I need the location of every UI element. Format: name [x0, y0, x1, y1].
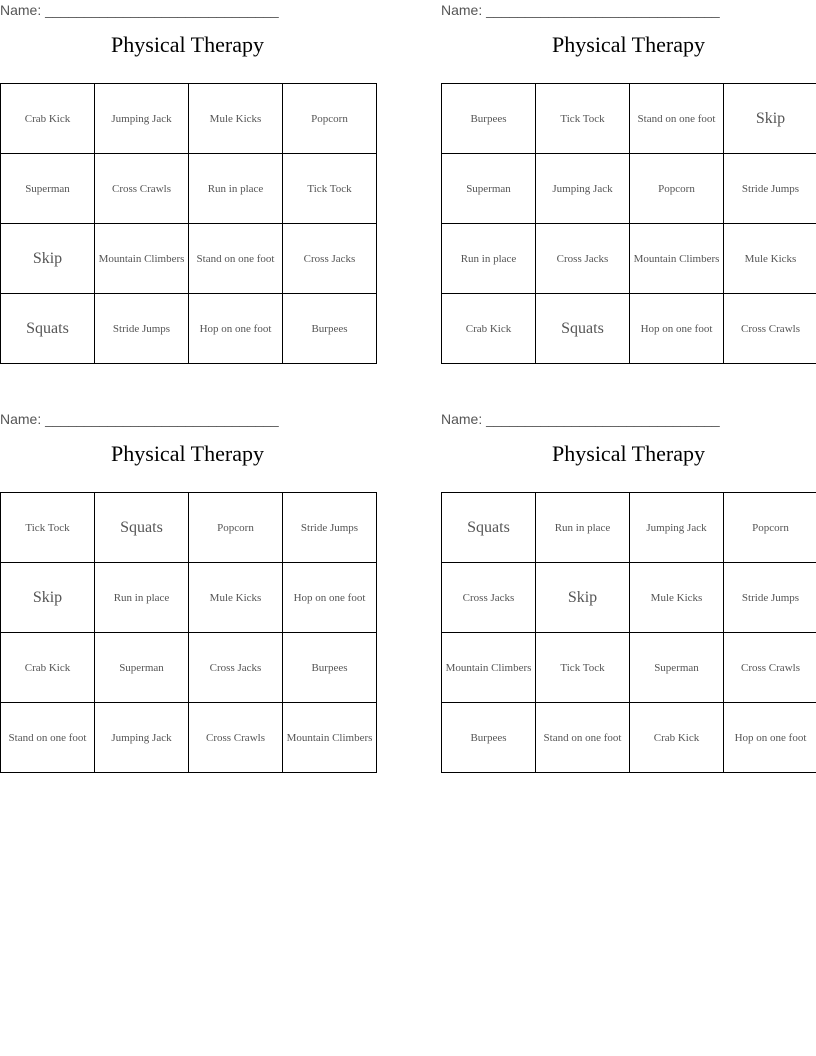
grid-cell: Stride Jumps: [95, 294, 189, 364]
grid-cell: Superman: [95, 633, 189, 703]
bingo-grid: [0, 83, 377, 364]
grid-cell: Mule Kicks: [189, 84, 283, 154]
grid-cell: Squats: [1, 294, 95, 364]
grid-cell: Jumping Jack: [630, 493, 724, 563]
grid-cell: Run in place: [442, 224, 536, 294]
grid-row: [442, 633, 816, 703]
name-field-label: Name: ______________________________: [441, 2, 720, 18]
grid-cell: Stand on one foot: [1, 703, 95, 773]
grid-cell: Mountain Climbers: [442, 633, 536, 703]
grid-cell: Cross Jacks: [283, 224, 377, 294]
grid-cell: Stand on one foot: [630, 84, 724, 154]
grid-cell: Jumping Jack: [95, 703, 189, 773]
grid-cell: Tick Tock: [283, 154, 377, 224]
bingo-card-4: [441, 409, 816, 744]
grid-cell: Hop on one foot: [189, 294, 283, 364]
grid-cell: Popcorn: [630, 154, 724, 224]
grid-cell: Tick Tock: [536, 633, 630, 703]
bingo-card-2: [441, 0, 816, 337]
grid-cell: Cross Crawls: [189, 703, 283, 773]
grid-row: [442, 703, 816, 773]
grid-row: [1, 563, 377, 633]
grid-cell: Crab Kick: [442, 294, 536, 364]
grid-cell: Cross Jacks: [442, 563, 536, 633]
grid-cell: Run in place: [95, 563, 189, 633]
grid-cell: Jumping Jack: [536, 154, 630, 224]
grid-row: [1, 493, 377, 563]
grid-cell: Skip: [724, 84, 816, 154]
grid-cell: Mule Kicks: [189, 563, 283, 633]
bingo-card-1: [0, 0, 375, 337]
grid-row: [442, 84, 816, 154]
grid-cell: Squats: [95, 493, 189, 563]
grid-row: [442, 563, 816, 633]
grid-cell: Popcorn: [283, 84, 377, 154]
grid-cell: Tick Tock: [1, 493, 95, 563]
grid-cell: Cross Jacks: [536, 224, 630, 294]
card-title: Physical Therapy: [111, 441, 264, 466]
grid-row: [442, 294, 816, 364]
grid-cell: Jumping Jack: [95, 84, 189, 154]
grid-cell: Crab Kick: [630, 703, 724, 773]
grid-cell: Mountain Climbers: [95, 224, 189, 294]
grid-cell: Cross Jacks: [189, 633, 283, 703]
grid-row: [1, 224, 377, 294]
grid-cell: Mountain Climbers: [630, 224, 724, 294]
grid-cell: Skip: [536, 563, 630, 633]
grid-cell: Stand on one foot: [536, 703, 630, 773]
bingo-card-3: [0, 409, 375, 744]
card-title: Physical Therapy: [552, 441, 705, 466]
grid-cell: Mountain Climbers: [283, 703, 377, 773]
grid-cell: Run in place: [536, 493, 630, 563]
grid-cell: Stride Jumps: [724, 154, 816, 224]
grid-cell: Stride Jumps: [724, 563, 816, 633]
card-title: Physical Therapy: [552, 32, 705, 57]
grid-cell: Skip: [1, 563, 95, 633]
name-field-label: Name: ______________________________: [441, 411, 720, 427]
grid-cell: Burpees: [442, 84, 536, 154]
name-field-label: Name: ______________________________: [0, 411, 279, 427]
grid-cell: Stand on one foot: [189, 224, 283, 294]
grid-cell: Crab Kick: [1, 84, 95, 154]
grid-row: [442, 493, 816, 563]
grid-cell: Cross Crawls: [95, 154, 189, 224]
grid-cell: Hop on one foot: [283, 563, 377, 633]
grid-cell: Skip: [1, 224, 95, 294]
grid-cell: Popcorn: [189, 493, 283, 563]
grid-cell: Stride Jumps: [283, 493, 377, 563]
card-title: Physical Therapy: [111, 32, 264, 57]
grid-row: [1, 294, 377, 364]
grid-cell: Superman: [442, 154, 536, 224]
name-field-label: Name: ______________________________: [0, 2, 279, 18]
bingo-grid: [441, 492, 816, 773]
grid-row: [1, 703, 377, 773]
grid-cell: Superman: [630, 633, 724, 703]
grid-cell: Cross Crawls: [724, 633, 816, 703]
grid-row: [442, 154, 816, 224]
grid-cell: Popcorn: [724, 493, 816, 563]
bingo-grid: [441, 83, 816, 364]
grid-cell: Mule Kicks: [724, 224, 816, 294]
grid-cell: Superman: [1, 154, 95, 224]
grid-cell: Squats: [536, 294, 630, 364]
grid-row: [1, 154, 377, 224]
bingo-grid: [0, 492, 377, 773]
grid-cell: Squats: [442, 493, 536, 563]
grid-cell: Mule Kicks: [630, 563, 724, 633]
grid-cell: Crab Kick: [1, 633, 95, 703]
grid-row: [442, 224, 816, 294]
grid-cell: Burpees: [442, 703, 536, 773]
grid-row: [1, 84, 377, 154]
grid-cell: Tick Tock: [536, 84, 630, 154]
grid-cell: Burpees: [283, 294, 377, 364]
grid-row: [1, 633, 377, 703]
grid-cell: Cross Crawls: [724, 294, 816, 364]
grid-cell: Burpees: [283, 633, 377, 703]
grid-cell: Run in place: [189, 154, 283, 224]
grid-cell: Hop on one foot: [724, 703, 816, 773]
grid-cell: Hop on one foot: [630, 294, 724, 364]
